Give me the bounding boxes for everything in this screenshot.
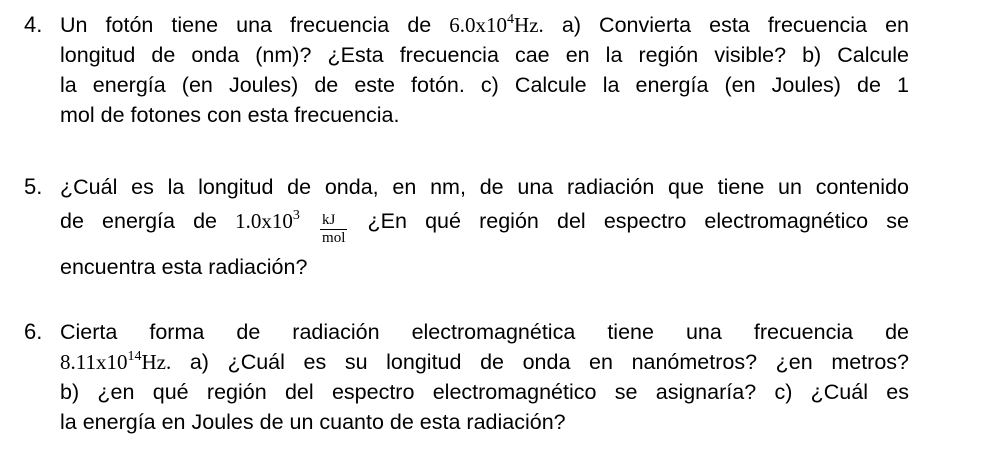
math-base: 6.0x10 [449, 13, 508, 37]
math-exponent: 14 [127, 349, 142, 364]
line-text: ¿En qué región del espectro electromagnético se [349, 209, 909, 233]
math-base: 1.0x10 [235, 209, 293, 233]
problem-line [60, 11, 909, 39]
problem-line: Cierta forma de radiación electromagnética tiene una frecuencia de [60, 320, 909, 344]
problem-number: 4. [24, 12, 43, 37]
fraction-numerator: kJ [320, 212, 347, 230]
problem-line: mol de fotones con esta frecuencia. [60, 103, 400, 127]
math-expression [449, 13, 544, 37]
problem-line [60, 348, 909, 376]
math-exponent: 3 [292, 208, 300, 223]
problem-line [60, 207, 909, 246]
problem-line: b) ¿en qué región del espectro electromagnético se asignaría? c) ¿Cuál es [60, 380, 909, 404]
problem-number: 6. [24, 319, 43, 344]
line-text: a) ¿Cuál es su longitud de onda en nanómetros? ¿en metros? [171, 350, 909, 374]
problem-line: encuentra esta radiación? [60, 255, 308, 279]
math-expression [235, 209, 300, 233]
math-base: 8.11x10 [60, 350, 128, 374]
problem-line: la energía (en Joules) de este fotón. c) Calcule la energía (en Joules) de 1 [60, 73, 909, 97]
problem-line: longitud de onda (nm)? ¿Esta frecuencia cae en la región visible? b) Calcule [60, 43, 909, 67]
math-exponent: 4 [507, 12, 515, 27]
line-text: a) Convierta esta frecuencia en [543, 13, 909, 37]
unit-fraction [320, 212, 347, 247]
math-expression [60, 350, 171, 374]
line-text: Un fotón tiene una frecuencia de [60, 13, 450, 37]
problem-number: 5. [24, 174, 43, 199]
fraction-denominator: mol [322, 230, 346, 246]
math-unit: Hz. [141, 350, 172, 374]
problem-line: ¿Cuál es la longitud de onda, en nm, de una radiación que tiene un contenido [60, 175, 909, 199]
line-text: de energía de [60, 209, 236, 233]
math-unit: Hz. [514, 13, 544, 37]
problem-line: la energía en Joules de un cuanto de esta radiación? [60, 410, 566, 434]
